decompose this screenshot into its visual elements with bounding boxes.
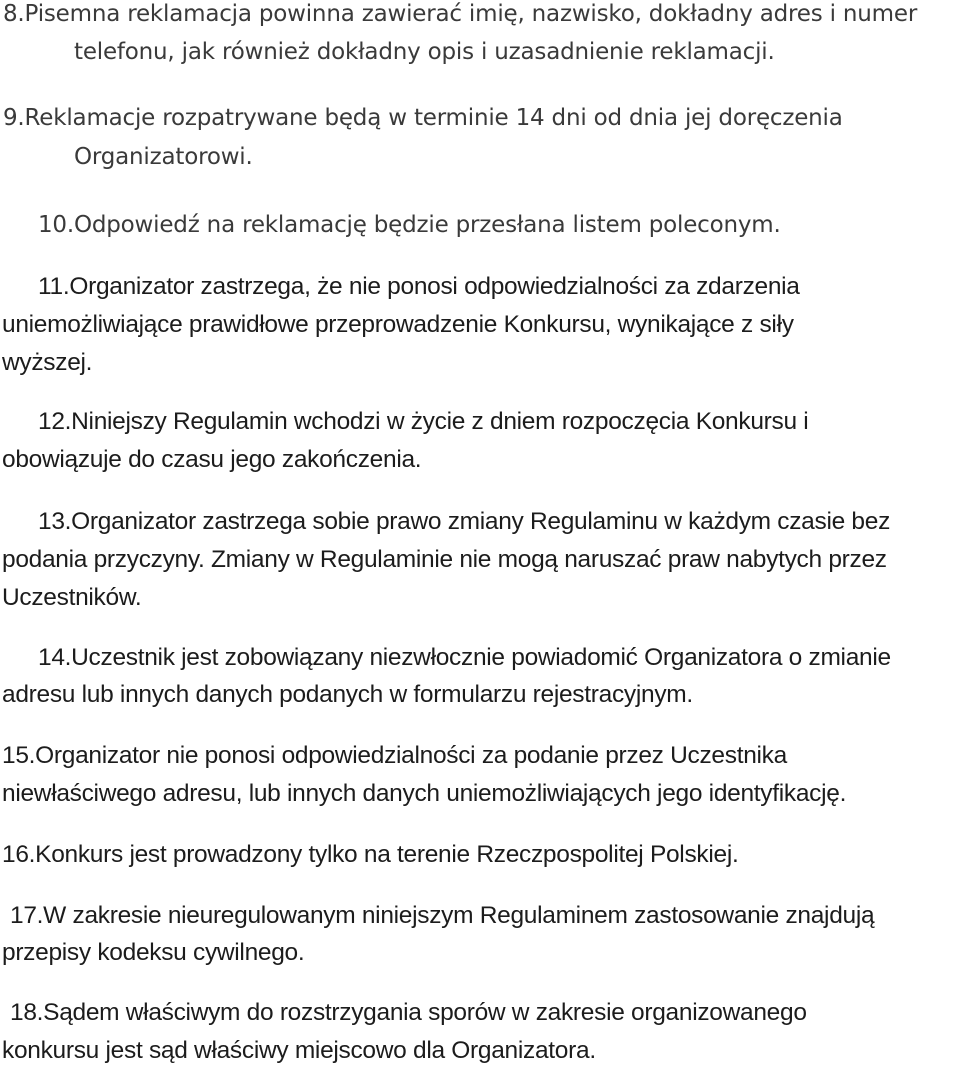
item-8-line-1: 8.Pisemna reklamacja powinna zawierać imię, nazwisko, dokładny adres i numer	[3, 1, 918, 27]
item-12-line-1: 12.Niniejszy Regulamin wchodzi w życie z dniem rozpoczęcia Konkursu i	[38, 408, 809, 435]
item-11-line-3: wyższej.	[2, 349, 93, 376]
item-14-line-1: 14.Uczestnik jest zobowiązany niezwłocznie powiadomić Organizatora o zmianie	[38, 644, 891, 671]
item-16-line-1: 16.Konkurs jest prowadzony tylko na terenie Rzeczpospolitej Polskiej.	[2, 841, 739, 868]
item-14-line-2: adresu lub innych danych podanych w formularzu rejestracyjnym.	[2, 681, 693, 708]
item-13-line-1: 13.Organizator zastrzega sobie prawo zmiany Regulaminu w każdym czasie bez	[38, 508, 891, 535]
item-9-line-2: Organizatorowi.	[74, 144, 253, 170]
item-9-line-1: 9.Reklamacje rozpatrywane będą w terminie 14 dni od dnia jej doręczenia	[3, 105, 843, 131]
item-13-line-2: podania przyczyny. Zmiany w Regulaminie nie mogą naruszać praw nabytych przez	[2, 546, 887, 573]
item-15-line-1: 15.Organizator nie ponosi odpowiedzialności za podanie przez Uczestnika	[2, 742, 787, 769]
item-13-line-3: Uczestników.	[2, 584, 142, 611]
item-12-line-2: obowiązuje do czasu jego zakończenia.	[2, 446, 422, 473]
item-18-line-1: 18.Sądem właściwym do rozstrzygania sporów w zakresie organizowanego	[10, 999, 807, 1026]
item-8-line-2: telefonu, jak również dokładny opis i uzasadnienie reklamacji.	[74, 39, 775, 65]
item-17-line-1: 17.W zakresie nieuregulowanym niniejszym Regulaminem zastosowanie znajdują	[10, 902, 875, 929]
item-11-line-1: 11.Organizator zastrzega, że nie ponosi odpowiedzialności za zdarzenia	[38, 273, 800, 300]
item-11-line-2: uniemożliwiające prawidłowe przeprowadzenie Konkursu, wynikające z siły	[2, 311, 794, 338]
item-15-line-2: niewłaściwego adresu, lub innych danych uniemożliwiających jego identyfikację.	[2, 780, 847, 807]
item-17-line-2: przepisy kodeksu cywilnego.	[2, 939, 305, 966]
item-10-line-1: 10.Odpowiedź na reklamację będzie przesłana listem poleconym.	[38, 212, 781, 238]
item-18-line-2: konkursu jest sąd właściwy miejscowo dla Organizatora.	[2, 1037, 596, 1064]
